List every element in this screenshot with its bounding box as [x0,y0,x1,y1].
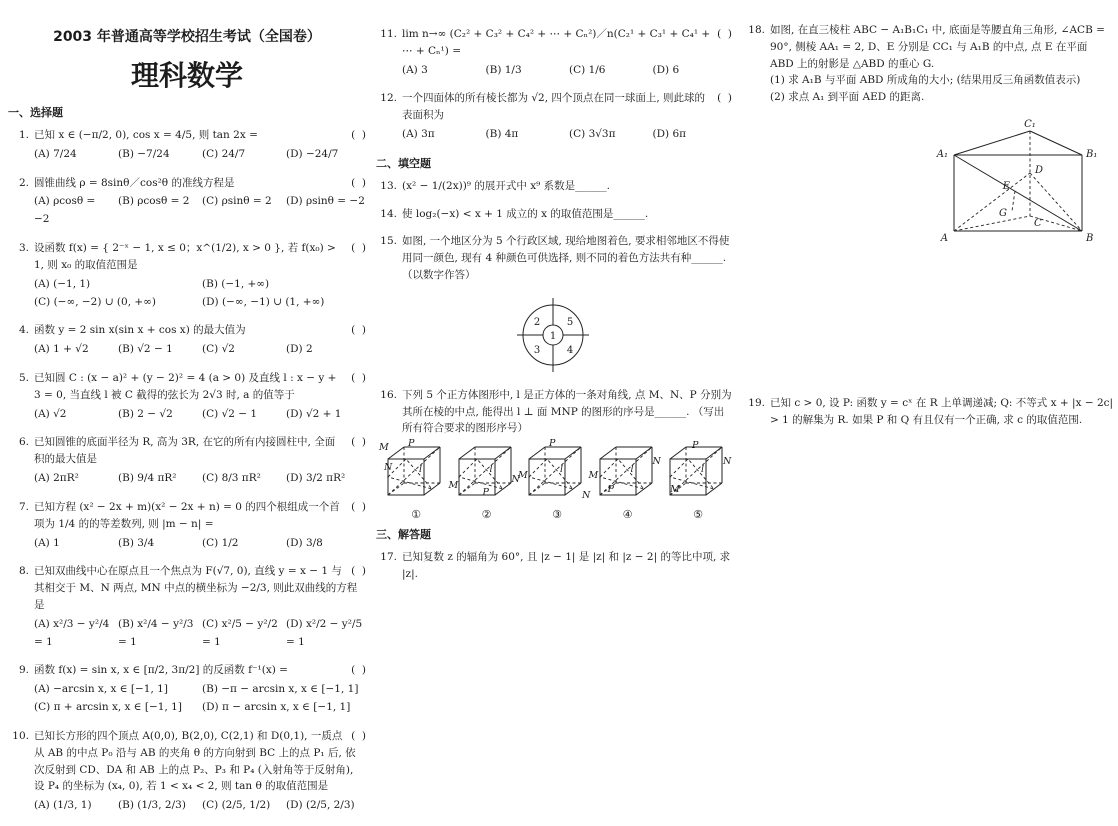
label-b: B [1086,232,1094,244]
problem [8,563,366,651]
option: (B) −π − arcsin x, x ∈ [−1, 1] [202,683,359,696]
region-label-center: 1 [549,330,557,342]
options [34,146,366,164]
option: (D) 6π [652,128,687,141]
option: (C) x²/5 − y²/2 = 1 [202,617,278,648]
stem-line: 已知 x ∈ (−π/2, 0), cos x = 4/5, 则 tan 2x = [34,129,258,141]
cube-edge [670,447,686,459]
problem-stem [402,90,732,124]
label-c1: C₁ [1024,118,1036,130]
cube-edge [636,483,652,495]
problem-number: 18. [748,24,765,36]
option: (C) 8/3 πR² [202,472,261,485]
option: (A) 1 [34,536,60,549]
problem-stem [402,26,732,60]
problem-body [402,233,732,283]
cube-label-l: l [489,464,493,476]
option: (D) (2/5, 2/3) [286,799,355,812]
problem [376,549,732,583]
problem-number: 2. [18,176,29,189]
problem-body [34,127,366,164]
problem-number: 3. [18,242,29,255]
options [402,126,732,144]
option: (A) √2 [34,407,67,420]
problem-18 [744,22,1114,106]
problem-stem [34,499,366,533]
problem-stem [34,322,366,339]
problem-number: 13. [380,179,397,192]
problem [744,22,1114,106]
option: (D) 3/2 πR² [286,472,346,485]
stem-line: 已知长方形的四个顶点 A(0,0), B(2,0), C(2,1) 和 D(0,1), 一质点从 AB 的中点 P₀ 沿与 AB 的夹角 θ 的方向射到 BC 上的点 P₁ 后, 依次反射到 CD、DA 和 AB 上的点 P₂、P₃ 和 P₄ (入射角等于反射角), 设 P₄ 的坐标为 (x₄, 0), 若 1 < x₄ < 2, 则 tan θ 的取值范围是 [34,729,356,793]
stem-line: (1) 求 A₁B 与平面 ABD 所成角的大小; (结果用反三角函数值表示) [770,74,1081,87]
region-label-top-left: 2 [533,316,541,328]
figure-cubes [379,438,732,522]
answer-bracket: ( ) [351,500,366,513]
options [34,470,366,488]
cube-edge [529,447,545,459]
cube-figure [518,438,591,522]
answer-bracket: ( ) [351,729,366,742]
option: (B) −7/24 [118,147,170,160]
problem-stem [34,175,366,192]
cube-label-m: M [448,480,459,492]
cube-label-n: N [582,490,591,502]
cube-label-l: l [701,464,705,476]
stem-line: 如图, 一个地区分为 5 个行政区域, 现给地图着色, 要求相邻地区不得使用同一颜色, 现有 4 种颜色可供选择, 则不同的着色方法共有种______. （以数字作答） [402,235,730,282]
stem-line: 已知复数 z 的辐角为 60°, 且 |z − 1| 是 |z| 和 |z − 2| 的等比中项, 求 |z|. [402,551,731,581]
cube-edge [388,447,404,459]
problem-body [402,387,732,437]
problem-stem [402,206,732,223]
answer-bracket: ( ) [351,324,366,337]
cube-diagonal-l [388,447,440,495]
problem-number: 9. [18,664,29,677]
stem-line: 已知圆 C : (x − a)² + (y − 2)² = 4 (a > 0) 及直线 l : x − y + 3 = 0, 当直线 l 被 C 截得的弦长为 2√3 时, a 的值等于 [34,372,337,401]
region-label-top-right: 5 [566,316,574,328]
problem-body [34,728,366,815]
problem-stem [34,127,366,144]
problem-19 [744,395,1114,429]
section-heading-choice: 一、选择题 [8,106,63,119]
problem-stem [770,22,1114,106]
option: (A) ρcosθ = −2 [34,195,96,226]
cube-label-n: N [511,474,520,486]
problem-stem [770,395,1114,429]
stem-line: 圆锥曲线 ρ = 8sinθ／cos²θ 的准线方程是 [34,176,235,189]
problem-number: 16. [380,388,397,401]
section-heading-solve: 三、解答题 [376,528,431,542]
options [34,276,366,312]
problem-body [34,322,366,359]
stem-line: 设函数 f(x) = { 2⁻ˣ − 1, x ≤ 0；x^(1/2), x > 0 }, 若 f(x₀) > 1, 则 x₀ 的取值范围是 [34,242,336,271]
problem [8,728,366,815]
mnp-plane-lines [388,459,432,489]
stem-line: 函数 f(x) = sin x, x ∈ [π/2, 3π/2] 的反函数 f⁻¹(x) = [34,664,288,677]
problem-stem [34,240,366,274]
option: (C) 24/7 [202,147,246,160]
option: (D) ρsinθ = −2 [286,195,365,208]
cube-label-n: N [723,456,732,468]
problem-number: 7. [18,500,29,513]
problem-stem [34,370,366,404]
label-a: A [940,232,948,244]
cube-label-m: M [670,484,680,496]
problem-body [402,206,732,223]
stem-line: 一个四面体的所有棱长都为 √2, 四个顶点在同一球面上, 则此球的表面积为 [402,92,706,122]
cube-figure [588,443,661,522]
figure-region-map [376,295,732,377]
option: (B) 2 − √2 [118,407,173,420]
line-ad-hidden [954,173,1030,231]
problem [8,175,366,229]
cube-label-p: P [482,487,489,499]
cube-label-m: M [518,470,528,482]
problem-body [402,26,732,79]
stem-line: 如图, 在直三棱柱 ABC − A₁B₁C₁ 中, 底面是等腰直角三角形, ∠ACB = 90°, 侧棱 AA₁ = 2, D、E 分别是 CC₁ 与 A₁B 的中点, 点 E 在平面 ABD 上的射影是 △ABD 的重心 G. [770,24,1105,70]
problem-number: 17. [380,551,397,564]
answer-bracket: ( ) [351,372,366,385]
cube-label-l: l [560,464,564,476]
label-a1: A₁ [936,148,948,160]
stem-line: 使 log₂(−x) < x + 1 成立的 x 的取值范围是______. [402,207,649,220]
problem-body [34,240,366,311]
problem [744,395,1114,429]
option: (A) x²/3 − y²/4 = 1 [34,617,110,648]
option: (D) π − arcsin x, x ∈ [−1, 1] [202,701,351,714]
problem-number: 8. [18,565,29,578]
options [34,616,366,652]
problem [8,434,366,487]
problem-stem [34,434,366,468]
problem-body [402,549,732,583]
cube-caption: ⑤ [693,508,703,522]
option: (B) 4π [485,128,519,141]
column-middle [376,26,732,594]
option: (A) 2πR² [34,472,79,485]
problem-body [402,90,732,143]
problem-number: 1. [18,129,29,141]
option: (D) 3/8 [286,536,323,549]
problems-11-12 [376,26,732,144]
problem [376,387,732,437]
stem-line: 下列 5 个正方体图形中, l 是正方体的一条对角线, 点 M、N、P 分别为其所在棱的中点, 能得出 l ⊥ 面 MNP 的图形的序号是______. （写出所有符合要求的图形序号） [402,388,732,435]
cube-caption: ③ [552,508,562,522]
exam-title: 2003 年普通高等学校招生考试（全国卷） [53,29,321,45]
stem-line: 已知方程 (x² − 2x + m)(x² − 2x + n) = 0 的四个根组成一个首项为 1/4 的的等差数列, 则 |m − n| = [34,500,340,530]
column-left [8,26,366,826]
option: (C) ρsinθ = 2 [202,195,272,208]
problems-1-10 [8,127,366,815]
cube-edge [459,447,475,459]
answer-bracket: ( ) [351,664,366,677]
problem-number: 12. [380,92,397,105]
stem-line: (2) 求点 A₁ 到平面 AED 的距离. [770,91,925,104]
problem-number: 14. [380,207,397,220]
subject-title: 理科数学 [130,59,243,92]
cube-caption: ② [481,508,492,522]
cube-caption: ① [411,508,421,522]
option: (B) 1/3 [485,63,522,76]
option: (D) x²/2 − y²/5 = 1 [286,617,363,648]
label-b1: B₁ [1086,148,1098,160]
problem-body [34,370,366,423]
cube-label-n: N [652,456,661,468]
option: (A) 7/24 [34,147,77,160]
option: (A) (1/3, 1) [34,799,92,812]
cube-edge [495,483,511,495]
stem-line: lim n→∞ (C₂² + C₃² + C₄² + ⋯ + Cₙ²)／n(C₂¹ + C₃¹ + C₄¹ + ⋯ + Cₙ¹) = [402,28,711,57]
problem-body [34,563,366,651]
edge-c1b1 [1030,131,1082,155]
problem-number: 6. [18,436,29,449]
cube-edge [565,483,581,495]
region-label-bottom-left: 3 [533,344,541,356]
cube-label-n: N [384,462,393,474]
prism-svg [928,117,1108,249]
options [34,406,366,424]
options [34,681,366,717]
problem [8,322,366,359]
cube-svg [525,443,587,501]
problem-16 [376,387,732,437]
problem-body [34,175,366,229]
option: (B) (−1, +∞) [202,277,270,290]
option: (C) (2/5, 1/2) [202,799,271,812]
problem-body [770,395,1114,429]
cube-figure [448,443,520,522]
line-eg-hidden [1012,191,1015,211]
options [34,797,366,815]
problem-body [770,22,1114,106]
problem [376,233,732,283]
option: (D) 2 [286,343,313,356]
options [34,535,366,553]
answer-bracket: ( ) [351,565,366,578]
problem [8,370,366,423]
problem [8,127,366,164]
problem-number: 10. [12,729,29,742]
option: (B) (1/3, 2/3) [118,799,186,812]
option: (C) (−∞, −2) ∪ (0, +∞) [34,295,157,308]
column-right [744,22,1114,440]
problem [8,662,366,716]
problem-stem [34,728,366,795]
cube-svg [384,443,446,501]
problem-stem [402,387,732,437]
cube-svg [596,443,658,501]
option: (D) (−∞, −1) ∪ (1, +∞) [202,295,325,308]
option: (C) 1/6 [569,63,606,76]
cube-label-p: P [607,484,614,496]
problem [8,499,366,552]
cube-label-l: l [419,464,423,476]
cube-label-m: M [588,470,599,482]
problem-body [34,662,366,716]
cube-label-m: M [379,442,389,454]
problem-stem [402,178,732,195]
problem-number: 15. [380,235,397,248]
option: (B) x²/4 − y²/3 = 1 [118,617,194,648]
option: (C) √2 − 1 [202,407,258,420]
label-d: D [1035,164,1044,176]
stem-line: 已知双曲线中心在原点且一个焦点为 F(√7, 0), 直线 y = x − 1 与其相交于 M、N 两点, MN 中点的横坐标为 −2/3, 则此双曲线的方程是 [34,565,358,611]
option: (D) 6 [652,63,680,76]
option: (A) −arcsin x, x ∈ [−1, 1] [34,683,168,696]
mnp-plane-lines [600,459,644,489]
option: (B) ρcosθ = 2 [118,195,190,208]
problem-body [34,434,366,487]
answer-bracket: ( ) [351,436,366,449]
region-map-svg [490,295,618,377]
problem-stem [402,549,732,583]
cube-label-p: P [549,438,556,450]
region-label-bottom-right: 4 [566,344,574,356]
mnp-plane-lines [459,459,503,489]
label-g: G [999,207,1007,219]
cube-edge [600,447,616,459]
cube-caption: ④ [622,508,633,522]
problem-stem [34,662,366,679]
option: (C) π + arcsin x, x ∈ [−1, 1] [34,701,182,714]
option: (A) (−1, 1) [34,277,91,290]
cube-edge [706,483,722,495]
options [402,62,732,80]
option: (D) √2 + 1 [286,407,342,420]
problem-number: 5. [18,372,29,385]
problems-13-15 [376,178,732,284]
problem [376,178,732,195]
problem-body [34,499,366,552]
stem-line: 已知 c > 0, 设 P: 函数 y = cˣ 在 R 上单调递减; Q: 不等式 x + |x − 2c| > 1 的解集为 R. 如果 P 和 Q 有且仅有一个正确, 求 c 的取值范围. [770,396,1114,426]
problem-stem [402,233,732,283]
problem [8,240,366,311]
problem-17 [376,549,732,583]
option: (A) 3 [402,63,428,76]
cube-label-p: P [692,440,699,452]
mnp-plane-lines [529,459,573,489]
option: (D) −24/7 [286,147,339,160]
cube-label-p: P [408,438,415,450]
answer-bracket: ( ) [351,242,366,255]
option: (C) 3√3π [569,128,616,141]
edge-a1c1 [954,131,1030,155]
stem-line: 已知圆锥的底面半径为 R, 高为 3R, 在它的所有内接圆柱中, 全面积的最大值是 [34,436,336,466]
option: (C) √2 [202,343,235,356]
stem-line: (x² − 1/(2x))⁹ 的展开式中 x⁹ 系数是______. [402,179,611,192]
problem-number: 4. [18,324,29,337]
edge-ac-hidden [954,216,1030,231]
option: (A) 1 + √2 [34,343,89,356]
stem-line: 函数 y = 2 sin x(sin x + cos x) 的最大值为 [34,324,246,337]
problem [376,90,732,143]
problem [376,26,732,79]
section-heading-fill: 二、填空题 [376,156,431,170]
problem-body [402,178,732,195]
options [34,193,366,229]
problem-number: 11. [380,28,397,40]
problem-number: 19. [748,396,765,409]
answer-bracket: ( ) [351,129,366,141]
option: (B) √2 − 1 [118,343,173,356]
cube-diagonal-l [529,447,581,495]
figure-prism [744,117,1108,249]
cube-label-l: l [630,464,634,476]
answer-bracket: ( ) [717,92,732,105]
problem-stem [34,563,366,613]
option: (A) 3π [402,128,435,141]
label-e: E [1002,180,1010,192]
option: (B) 9/4 πR² [118,472,177,485]
cube-figure [379,438,448,522]
label-c: C [1034,217,1042,229]
cube-edge [424,483,440,495]
line-a1b [954,155,1082,231]
problem [376,206,732,223]
answer-bracket: ( ) [351,176,366,189]
answer-bracket: ( ) [717,28,732,40]
options [34,341,366,359]
cube-figure [666,440,732,522]
option: (C) 1/2 [202,536,239,549]
option: (B) 3/4 [118,536,155,549]
